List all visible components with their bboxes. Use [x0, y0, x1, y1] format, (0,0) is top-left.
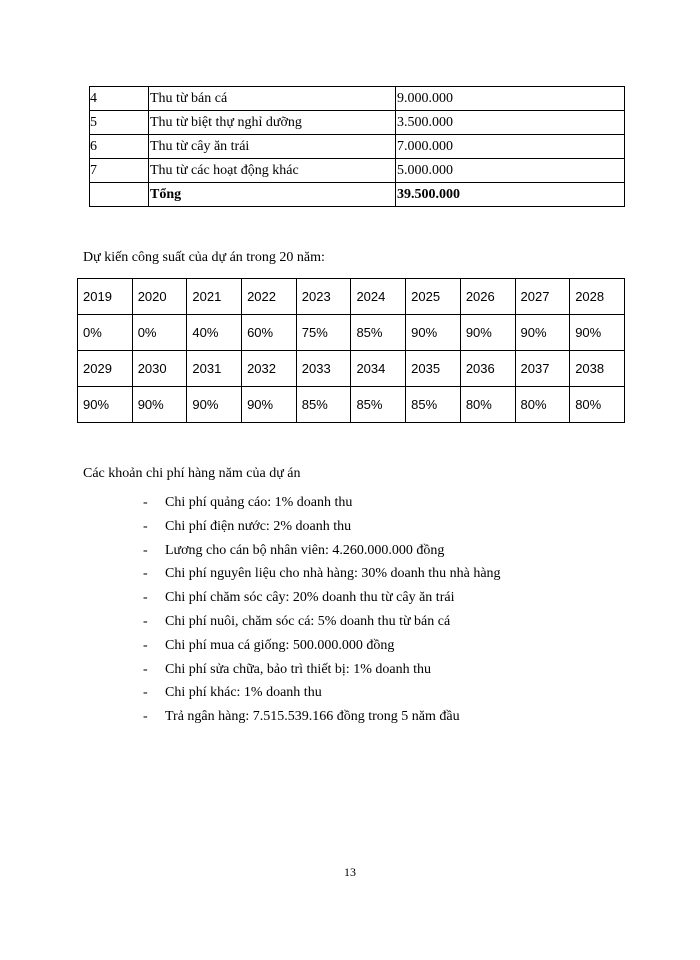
cost-item: [143, 684, 501, 708]
cost-text: Chi phí sửa chữa, bảo trì thiết bị: 1% doanh thu: [165, 661, 431, 677]
revenue-amount: 39.500.000: [396, 183, 625, 207]
cost-item: [143, 565, 501, 589]
cost-text: Chi phí mua cá giống: 500.000.000 đồng: [165, 637, 395, 653]
row-number: 4: [90, 87, 149, 111]
cost-text: Chi phí nguyên liệu cho nhà hàng: 30% doanh thu nhà hàng: [165, 566, 501, 582]
cost-text: Chi phí chăm sóc cây: 20% doanh thu từ cây ăn trái: [165, 590, 455, 606]
capacity-year-cell: 2037: [515, 351, 570, 387]
capacity-year-cell: 2032: [242, 351, 297, 387]
bullet-dash: -: [143, 566, 148, 582]
row-number: 6: [90, 135, 149, 159]
cost-item: [143, 589, 501, 613]
capacity-year-cell: 2028: [570, 279, 625, 315]
revenue-row: [90, 135, 625, 159]
revenue-row: [90, 111, 625, 135]
capacity-year-cell: 2024: [351, 279, 406, 315]
revenue-amount: 9.000.000: [396, 87, 625, 111]
capacity-year-cell: 2030: [132, 351, 187, 387]
capacity-percent-cell: 85%: [406, 387, 461, 423]
cost-item: [143, 661, 501, 685]
capacity-year-cell: 2023: [296, 279, 351, 315]
cost-text: Lương cho cán bộ nhân viên: 4.260.000.000 đồng: [165, 542, 445, 558]
capacity-percent-cell: 90%: [570, 315, 625, 351]
capacity-year-cell: 2025: [406, 279, 461, 315]
bullet-dash: -: [143, 661, 148, 677]
capacity-percent-cell: 85%: [351, 387, 406, 423]
capacity-percent-cell: 85%: [351, 315, 406, 351]
revenue-item: Thu từ cây ăn trái: [149, 135, 396, 159]
capacity-year-cell: 2021: [187, 279, 242, 315]
capacity-table: [77, 278, 625, 423]
capacity-percent-cell: 90%: [460, 315, 515, 351]
capacity-percent-cell: 60%: [242, 315, 297, 351]
cost-item: [143, 518, 501, 542]
capacity-year-cell: 2019: [78, 279, 133, 315]
capacity-year-cell: 2026: [460, 279, 515, 315]
capacity-heading: Dự kiến công suất của dự án trong 20 năm:: [83, 250, 325, 265]
revenue-item: Thu từ bán cá: [149, 87, 396, 111]
capacity-year-cell: 2033: [296, 351, 351, 387]
capacity-year-cell: 2022: [242, 279, 297, 315]
bullet-dash: -: [143, 495, 148, 510]
capacity-percent-cell: 90%: [242, 387, 297, 423]
capacity-percent-cell: 0%: [78, 315, 133, 351]
revenue-row: [90, 159, 625, 183]
capacity-percent-cell: 40%: [187, 315, 242, 351]
cost-item: [143, 637, 501, 661]
capacity-percent-cell: 90%: [187, 387, 242, 423]
revenue-total-row: [90, 183, 625, 207]
cost-text: Chi phí quảng cáo: 1% doanh thu: [165, 495, 353, 510]
capacity-year-cell: 2029: [78, 351, 133, 387]
row-number: 7: [90, 159, 149, 183]
capacity-year-cell: 2036: [460, 351, 515, 387]
capacity-percent-cell: 85%: [296, 387, 351, 423]
row-number: 5: [90, 111, 149, 135]
bullet-dash: -: [143, 542, 148, 558]
cost-item: [143, 613, 501, 637]
bullet-dash: -: [143, 709, 148, 725]
capacity-percent-cell: 90%: [78, 387, 133, 423]
capacity-percent-cell: 0%: [132, 315, 187, 351]
revenue-item: Thu từ biệt thự nghỉ dưỡng: [149, 111, 396, 135]
capacity-year-cell: 2038: [570, 351, 625, 387]
page-number: 13: [344, 865, 356, 879]
cost-item: [143, 494, 501, 518]
revenue-amount: 3.500.000: [396, 111, 625, 135]
bullet-dash: -: [143, 685, 148, 701]
capacity-percent-cell: 80%: [515, 387, 570, 423]
cost-text: Trả ngân hàng: 7.515.539.166 đồng trong 5 năm đầu: [165, 709, 460, 725]
revenue-item: Tổng: [149, 183, 396, 207]
capacity-percent-cell: 90%: [515, 315, 570, 351]
revenue-amount: 5.000.000: [396, 159, 625, 183]
bullet-dash: -: [143, 518, 148, 534]
revenue-row: [90, 87, 625, 111]
revenue-table: [89, 86, 625, 207]
capacity-year-cell: 2035: [406, 351, 461, 387]
bullet-dash: -: [143, 590, 148, 606]
capacity-year-cell: 2020: [132, 279, 187, 315]
capacity-year-cell: 2027: [515, 279, 570, 315]
cost-text: Chi phí khác: 1% doanh thu: [165, 685, 322, 701]
bullet-dash: -: [143, 613, 148, 629]
costs-list: [143, 494, 501, 732]
row-number: [90, 183, 149, 207]
capacity-percent-cell: 80%: [570, 387, 625, 423]
capacity-year-cell: 2031: [187, 351, 242, 387]
capacity-year-cell: 2034: [351, 351, 406, 387]
capacity-percent-cell: 75%: [296, 315, 351, 351]
capacity-percent-cell: 90%: [132, 387, 187, 423]
revenue-item: Thu từ các hoạt động khác: [149, 159, 396, 183]
bullet-dash: -: [143, 637, 148, 653]
cost-text: Chi phí điện nước: 2% doanh thu: [165, 518, 352, 534]
cost-text: Chi phí nuôi, chăm sóc cá: 5% doanh thu từ bán cá: [165, 613, 451, 629]
revenue-amount: 7.000.000: [396, 135, 625, 159]
costs-heading: Các khoản chi phí hàng năm của dự án: [83, 466, 301, 481]
capacity-percent-cell: 90%: [406, 315, 461, 351]
capacity-percent-row: [78, 315, 625, 351]
capacity-percent-cell: 80%: [460, 387, 515, 423]
capacity-year-row: [78, 351, 625, 387]
capacity-percent-row: [78, 387, 625, 423]
cost-item: [143, 708, 501, 732]
cost-item: [143, 542, 501, 566]
capacity-year-row: [78, 279, 625, 315]
